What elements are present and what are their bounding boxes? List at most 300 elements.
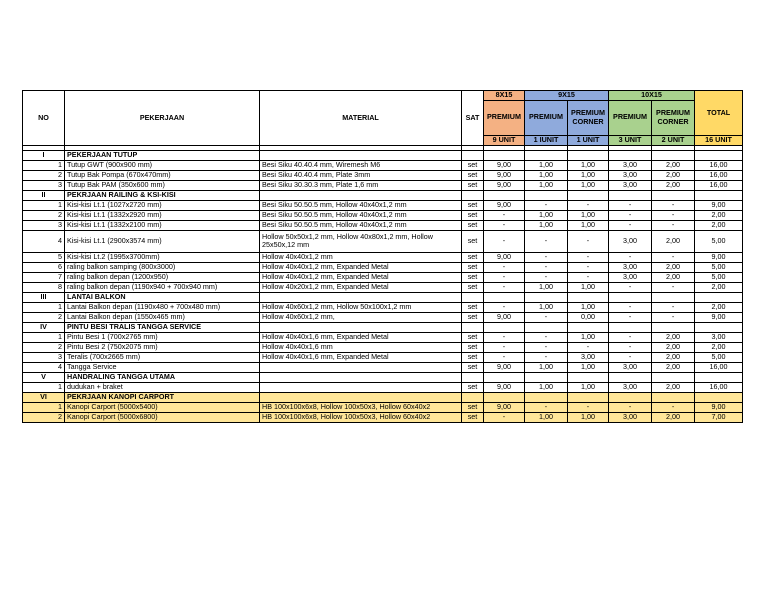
empty-cell (609, 372, 652, 382)
item-quantity: - (652, 402, 695, 412)
table-row (23, 220, 743, 230)
section-title: PEKRJAAN KANOPI CARPORT (65, 392, 260, 402)
item-material: HB 100x100x6x8, Hollow 100x50x3, Hollow 60x40x2 (260, 412, 462, 422)
item-quantity: - (652, 282, 695, 292)
item-quantity: 1,00 (568, 220, 609, 230)
empty-cell (695, 322, 743, 332)
item-quantity: - (525, 332, 568, 342)
empty-cell (568, 372, 609, 382)
item-number: 6 (23, 262, 65, 272)
item-total: 5,00 (695, 352, 743, 362)
item-quantity: - (525, 342, 568, 352)
item-unit: set (462, 252, 484, 262)
item-quantity: - (609, 252, 652, 262)
item-material (260, 362, 462, 372)
item-number: 3 (23, 180, 65, 190)
item-quantity: - (484, 230, 525, 252)
item-quantity: - (609, 302, 652, 312)
item-total: 9,00 (695, 402, 743, 412)
table-row (23, 272, 743, 282)
item-total: 9,00 (695, 312, 743, 322)
item-quantity: 3,00 (609, 382, 652, 392)
item-quantity: - (609, 200, 652, 210)
section-title: PEKERJAAN TUTUP (65, 150, 260, 160)
item-number: 4 (23, 362, 65, 372)
header-unit: 1 IUNIT (525, 135, 568, 145)
empty-cell (462, 392, 484, 402)
item-total: 2,00 (695, 210, 743, 220)
item-quantity: 3,00 (568, 352, 609, 362)
item-total: 5,00 (695, 230, 743, 252)
item-quantity: 3,00 (609, 160, 652, 170)
empty-cell (568, 150, 609, 160)
item-quantity: 1,00 (525, 210, 568, 220)
item-material: Besi Siku 50.50.5 mm, Hollow 40x40x1,2 mm (260, 220, 462, 230)
item-quantity: 2,00 (652, 412, 695, 422)
header-group-9x15: 9X15 (525, 91, 609, 101)
empty-cell (525, 322, 568, 332)
empty-cell (695, 372, 743, 382)
section-row (23, 392, 743, 402)
item-name: dudukan + braket (65, 382, 260, 392)
section-row (23, 190, 743, 200)
item-total: 16,00 (695, 180, 743, 190)
header-col-premium-corner: PREMIUM CORNER (568, 100, 609, 135)
section-number: V (23, 372, 65, 382)
item-quantity: - (525, 230, 568, 252)
item-quantity: 9,00 (484, 170, 525, 180)
item-name: Tangga Service (65, 362, 260, 372)
item-unit: set (462, 342, 484, 352)
table-row (23, 302, 743, 312)
item-quantity: 2,00 (652, 180, 695, 190)
empty-cell (462, 150, 484, 160)
header-group-8x15: 8X15 (484, 91, 525, 101)
empty-cell (568, 322, 609, 332)
table-row (23, 412, 743, 422)
empty-cell (695, 292, 743, 302)
item-quantity: - (525, 262, 568, 272)
empty-cell (695, 392, 743, 402)
item-unit: set (462, 180, 484, 190)
table-row (23, 282, 743, 292)
empty-cell (260, 150, 462, 160)
empty-cell (484, 292, 525, 302)
item-quantity: - (525, 352, 568, 362)
table-row (23, 180, 743, 190)
item-number: 4 (23, 230, 65, 252)
item-material: Hollow 40x40x1,2 mm (260, 252, 462, 262)
item-quantity: - (484, 352, 525, 362)
item-material: Besi Siku 40.40.4 mm, Wiremesh M6 (260, 160, 462, 170)
empty-cell (652, 150, 695, 160)
item-quantity: - (609, 342, 652, 352)
item-unit: set (462, 262, 484, 272)
item-name: Pintu Besi 1 (700x2765 mm) (65, 332, 260, 342)
item-quantity: 2,00 (652, 170, 695, 180)
section-title: PEKRJAAN RAILING & KSI-KISI (65, 190, 260, 200)
item-quantity: 1,00 (525, 170, 568, 180)
item-quantity: 1,00 (525, 282, 568, 292)
header-col-premium: PREMIUM (484, 100, 525, 135)
item-unit: set (462, 160, 484, 170)
empty-cell (260, 190, 462, 200)
empty-cell (609, 322, 652, 332)
empty-cell (484, 322, 525, 332)
item-quantity: 2,00 (652, 362, 695, 372)
item-quantity: 1,00 (568, 210, 609, 220)
item-number: 2 (23, 170, 65, 180)
item-total: 16,00 (695, 160, 743, 170)
item-number: 1 (23, 382, 65, 392)
empty-cell (484, 372, 525, 382)
item-quantity: - (525, 200, 568, 210)
item-name: Lantai Balkon depan (1190x480 + 700x480 mm) (65, 302, 260, 312)
section-number: IV (23, 322, 65, 332)
item-quantity: 1,00 (525, 362, 568, 372)
table-row (23, 252, 743, 262)
section-title: PINTU BESI TRALIS TANGGA SERVICE (65, 322, 260, 332)
empty-cell (260, 322, 462, 332)
item-quantity: 1,00 (568, 282, 609, 292)
item-total: 2,00 (695, 302, 743, 312)
header-unit-total: 16 UNIT (695, 135, 743, 145)
item-material (260, 382, 462, 392)
item-quantity: 3,00 (609, 170, 652, 180)
item-quantity: 3,00 (609, 362, 652, 372)
item-quantity: - (568, 252, 609, 262)
item-quantity: 3,00 (609, 272, 652, 282)
item-material: Hollow 40x40x1,6 mm (260, 342, 462, 352)
item-quantity: - (568, 342, 609, 352)
empty-cell (484, 392, 525, 402)
empty-cell (260, 372, 462, 382)
item-quantity: - (652, 200, 695, 210)
table-row (23, 402, 743, 412)
header-no: NO (23, 91, 65, 146)
item-quantity: - (609, 220, 652, 230)
item-unit: set (462, 282, 484, 292)
item-name: Tutup GWT (900x900 mm) (65, 160, 260, 170)
table-row (23, 210, 743, 220)
item-number: 7 (23, 272, 65, 282)
item-quantity: - (484, 272, 525, 282)
item-unit: set (462, 210, 484, 220)
item-name: Lantai Balkon depan (1550x465 mm) (65, 312, 260, 322)
item-material: Besi Siku 30.30.3 mm, Plate 1,6 mm (260, 180, 462, 190)
item-quantity: 1,00 (525, 160, 568, 170)
item-quantity: - (525, 252, 568, 262)
item-name: raling balkon samping (800x3000) (65, 262, 260, 272)
item-total: 5,00 (695, 272, 743, 282)
item-quantity: - (484, 210, 525, 220)
empty-cell (652, 292, 695, 302)
table-row (23, 262, 743, 272)
header-col-premium-corner: PREMIUM CORNER (652, 100, 695, 135)
item-quantity: 9,00 (484, 252, 525, 262)
item-quantity: 2,00 (652, 352, 695, 362)
item-quantity: 2,00 (652, 262, 695, 272)
section-title: LANTAI BALKON (65, 292, 260, 302)
item-quantity: - (525, 272, 568, 282)
section-row (23, 372, 743, 382)
empty-cell (652, 392, 695, 402)
item-quantity: - (568, 402, 609, 412)
empty-cell (462, 322, 484, 332)
item-quantity: - (525, 402, 568, 412)
empty-cell (525, 292, 568, 302)
table-row (23, 160, 743, 170)
item-material: Hollow 40x40x1,2 mm, Expanded Metal (260, 262, 462, 272)
header-unit: 1 UNIT (568, 135, 609, 145)
item-quantity: - (609, 210, 652, 220)
item-material: Hollow 40x60x1,2 mm, (260, 312, 462, 322)
item-number: 3 (23, 220, 65, 230)
section-number: VI (23, 392, 65, 402)
item-quantity: 3,00 (609, 180, 652, 190)
item-quantity: - (609, 282, 652, 292)
item-unit: set (462, 412, 484, 422)
item-quantity: 1,00 (525, 180, 568, 190)
item-quantity: - (484, 302, 525, 312)
item-name: Kisi-kisi Lt.1 (1332x2100 mm) (65, 220, 260, 230)
item-total: 9,00 (695, 200, 743, 210)
empty-cell (609, 150, 652, 160)
item-quantity: - (609, 402, 652, 412)
item-quantity: 1,00 (525, 382, 568, 392)
header-unit: 9 UNIT (484, 135, 525, 145)
item-total: 9,00 (695, 252, 743, 262)
item-quantity: - (609, 352, 652, 362)
item-total: 2,00 (695, 220, 743, 230)
header-col-premium: PREMIUM (525, 100, 568, 135)
item-material: Hollow 50x50x1,2 mm, Hollow 40x80x1,2 mm, Hollow 25x50x,12 mm (260, 230, 462, 252)
item-total: 16,00 (695, 362, 743, 372)
header-unit: 2 UNIT (652, 135, 695, 145)
item-name: Kisi-kisi Lt.2 (1995x3700mm) (65, 252, 260, 262)
item-name: raling balkon depan (1200x950) (65, 272, 260, 282)
item-name: Kisi-kisi Lt.1 (1332x2920 mm) (65, 210, 260, 220)
item-number: 3 (23, 352, 65, 362)
item-quantity: 1,00 (525, 412, 568, 422)
item-quantity: 1,00 (568, 302, 609, 312)
item-quantity: 2,00 (652, 382, 695, 392)
item-material: Hollow 40x60x1,2 mm, Hollow 50x100x1,2 mm (260, 302, 462, 312)
item-quantity: - (484, 262, 525, 272)
item-number: 1 (23, 302, 65, 312)
item-quantity: 2,00 (652, 160, 695, 170)
item-quantity: - (484, 342, 525, 352)
item-material: Hollow 40x40x1,6 mm, Expanded Metal (260, 332, 462, 342)
empty-cell (462, 190, 484, 200)
empty-cell (525, 372, 568, 382)
item-quantity: 1,00 (568, 160, 609, 170)
item-total: 5,00 (695, 262, 743, 272)
item-number: 2 (23, 312, 65, 322)
item-quantity: 1,00 (568, 170, 609, 180)
section-row (23, 322, 743, 332)
item-quantity: - (484, 412, 525, 422)
item-unit: set (462, 230, 484, 252)
item-name: Kisi-kisi Lt.1 (2900x3574 mm) (65, 230, 260, 252)
item-unit: set (462, 402, 484, 412)
item-name: Teralis (700x2665 mm) (65, 352, 260, 362)
item-quantity: - (484, 282, 525, 292)
item-name: Kanopi Carport (5000x5400) (65, 402, 260, 412)
item-name: Tutup Bak PAM (350x600 mm) (65, 180, 260, 190)
empty-cell (652, 372, 695, 382)
item-quantity: - (568, 230, 609, 252)
item-quantity: 9,00 (484, 160, 525, 170)
empty-cell (525, 392, 568, 402)
empty-cell (260, 292, 462, 302)
item-unit: set (462, 312, 484, 322)
item-quantity: 2,00 (652, 342, 695, 352)
item-total: 2,00 (695, 342, 743, 352)
item-quantity: - (484, 332, 525, 342)
section-row (23, 292, 743, 302)
table-row (23, 170, 743, 180)
item-total: 16,00 (695, 382, 743, 392)
item-material: Besi Siku 50.50.5 mm, Hollow 40x40x1,2 mm (260, 200, 462, 210)
item-name: Pintu Besi 2 (750x2075 mm) (65, 342, 260, 352)
empty-cell (652, 190, 695, 200)
item-quantity: 2,00 (652, 230, 695, 252)
empty-cell (609, 190, 652, 200)
item-material: Hollow 40x40x1,6 mm, Expanded Metal (260, 352, 462, 362)
header-total: TOTAL (695, 91, 743, 136)
item-number: 5 (23, 252, 65, 262)
item-quantity: - (609, 332, 652, 342)
item-quantity: 3,00 (609, 262, 652, 272)
quantity-table (22, 90, 743, 423)
header-unit: 3 UNIT (609, 135, 652, 145)
item-number: 1 (23, 402, 65, 412)
empty-cell (695, 150, 743, 160)
item-quantity: 2,00 (652, 272, 695, 282)
item-unit: set (462, 200, 484, 210)
item-quantity: 1,00 (568, 412, 609, 422)
empty-cell (568, 392, 609, 402)
section-row (23, 150, 743, 160)
item-material: Besi Siku 40.40.4 mm, Plate 3mm (260, 170, 462, 180)
item-quantity: 9,00 (484, 200, 525, 210)
item-material: Hollow 40x20x1,2 mm, Expanded Metal (260, 282, 462, 292)
item-unit: set (462, 302, 484, 312)
item-quantity: - (609, 312, 652, 322)
item-quantity: 9,00 (484, 362, 525, 372)
item-name: Tutup Bak Pompa (670x470mm) (65, 170, 260, 180)
item-quantity: 1,00 (568, 332, 609, 342)
item-name: Kisi-kisi Lt.1 (1027x2720 mm) (65, 200, 260, 210)
item-unit: set (462, 170, 484, 180)
table-row (23, 312, 743, 322)
item-quantity: 3,00 (609, 230, 652, 252)
empty-cell (525, 150, 568, 160)
section-number: I (23, 150, 65, 160)
empty-cell (609, 392, 652, 402)
item-quantity: 9,00 (484, 402, 525, 412)
item-quantity: 9,00 (484, 180, 525, 190)
item-quantity: 1,00 (525, 220, 568, 230)
table-row (23, 352, 743, 362)
item-total: 7,00 (695, 412, 743, 422)
item-quantity: 1,00 (525, 302, 568, 312)
item-quantity: 1,00 (568, 362, 609, 372)
item-name: raling balkon depan (1190x940 + 700x940 mm) (65, 282, 260, 292)
table-row (23, 200, 743, 210)
section-number: III (23, 292, 65, 302)
item-number: 1 (23, 160, 65, 170)
item-quantity: - (652, 252, 695, 262)
item-quantity: 1,00 (568, 382, 609, 392)
item-quantity: - (652, 312, 695, 322)
item-number: 2 (23, 412, 65, 422)
empty-cell (484, 190, 525, 200)
empty-cell (609, 292, 652, 302)
item-quantity: 9,00 (484, 382, 525, 392)
item-total: 3,00 (695, 332, 743, 342)
item-quantity: 9,00 (484, 312, 525, 322)
item-unit: set (462, 220, 484, 230)
item-quantity: - (568, 200, 609, 210)
item-quantity: - (568, 262, 609, 272)
item-quantity: - (652, 220, 695, 230)
item-material: HB 100x100x6x8, Hollow 100x50x3, Hollow 60x40x2 (260, 402, 462, 412)
item-number: 2 (23, 342, 65, 352)
section-title: HANDRALING TANGGA UTAMA (65, 372, 260, 382)
item-quantity: - (652, 302, 695, 312)
item-quantity: 0,00 (568, 312, 609, 322)
item-unit: set (462, 362, 484, 372)
section-number: II (23, 190, 65, 200)
table-row (23, 382, 743, 392)
item-quantity: 1,00 (568, 180, 609, 190)
item-quantity: - (525, 312, 568, 322)
item-quantity: 3,00 (609, 412, 652, 422)
item-unit: set (462, 272, 484, 282)
empty-cell (462, 372, 484, 382)
header-sat: SAT (462, 91, 484, 146)
item-unit: set (462, 332, 484, 342)
empty-cell (695, 190, 743, 200)
item-quantity: 2,00 (652, 332, 695, 342)
item-total: 2,00 (695, 282, 743, 292)
table-row (23, 230, 743, 252)
item-unit: set (462, 352, 484, 362)
empty-cell (568, 190, 609, 200)
item-number: 8 (23, 282, 65, 292)
header-pekerjaan: PEKERJAAN (65, 91, 260, 146)
header-col-premium: PREMIUM (609, 100, 652, 135)
item-material: Hollow 40x40x1,2 mm, Expanded Metal (260, 272, 462, 282)
empty-cell (525, 190, 568, 200)
item-quantity: - (652, 210, 695, 220)
item-number: 2 (23, 210, 65, 220)
header-group-10x15: 10X15 (609, 91, 695, 101)
item-quantity: - (568, 272, 609, 282)
empty-cell (568, 292, 609, 302)
table-row (23, 332, 743, 342)
item-name: Kanopi Carport (5000x6800) (65, 412, 260, 422)
item-total: 16,00 (695, 170, 743, 180)
item-number: 1 (23, 332, 65, 342)
table-row (23, 342, 743, 352)
item-quantity: - (484, 220, 525, 230)
table-row (23, 362, 743, 372)
empty-cell (484, 150, 525, 160)
item-unit: set (462, 382, 484, 392)
